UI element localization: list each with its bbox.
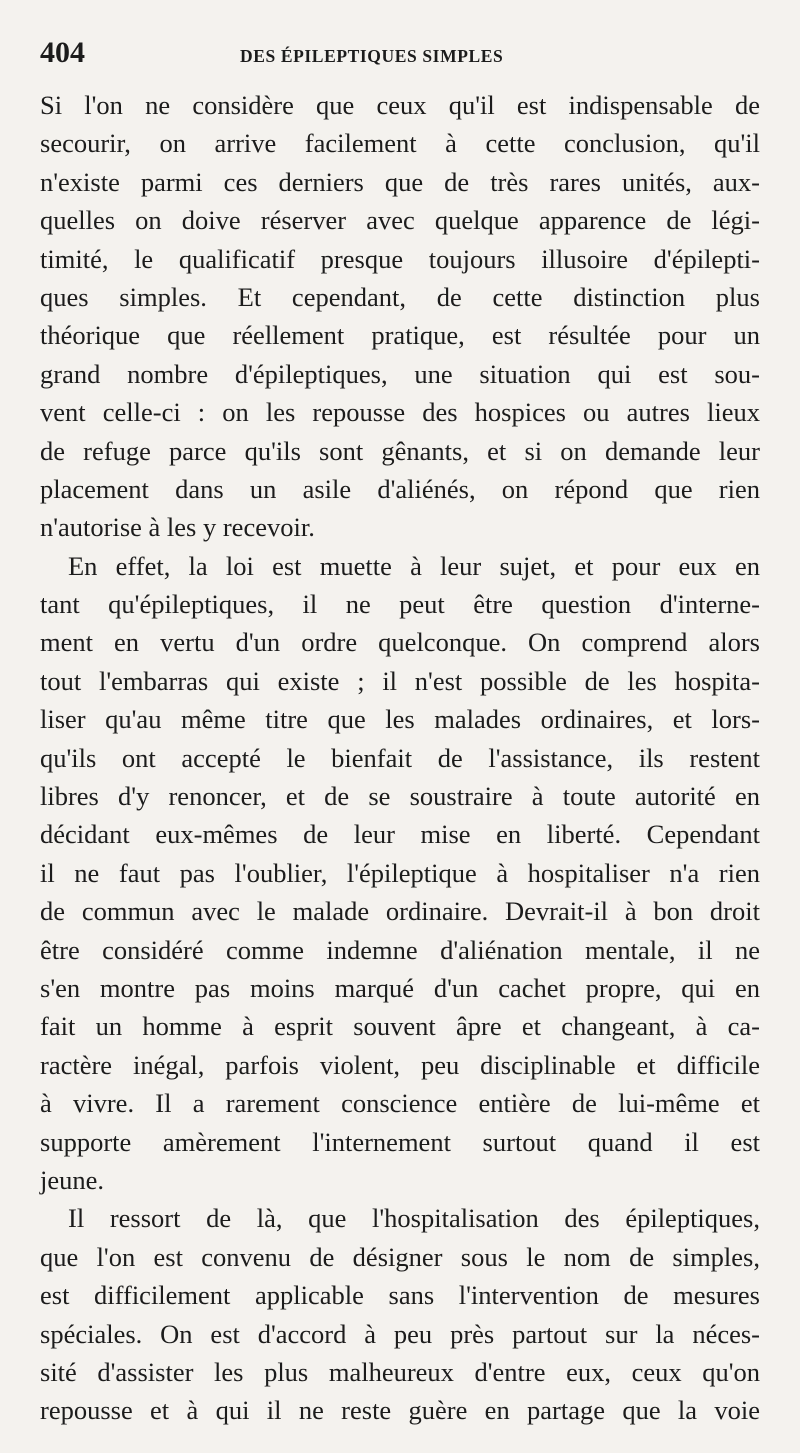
text-line: que l'on est convenu de désigner sous le nom de simples, [40, 1241, 760, 1272]
text-line: n'existe parmi ces derniers que de très rares unités, aux- [40, 166, 760, 197]
text-line: être considéré comme indemne d'aliénation mentale, il ne [40, 934, 760, 965]
text-line: placement dans un asile d'aliénés, on répond que rien [40, 473, 760, 504]
text-line: théorique que réellement pratique, est résultée pour un [40, 320, 760, 351]
text-line: il ne faut pas l'oublier, l'épileptique à hospitaliser n'a rien [40, 857, 760, 888]
text-line: En effet, la loi est muette à leur sujet, et pour eux en [68, 550, 760, 581]
text-line: sité d'assister les plus malheureux d'entre eux, ceux qu'on [40, 1356, 760, 1387]
text-line: Il ressort de là, que l'hospitalisation des épileptiques, [68, 1203, 760, 1234]
text-line: décidant eux-mêmes de leur mise en liberté. Cependant [40, 819, 760, 850]
paragraph [40, 86, 760, 547]
text-line: supporte amèrement l'internement surtout quand il est [40, 1126, 760, 1157]
text-line: grand nombre d'épileptiques, une situation qui est sou- [40, 358, 760, 389]
text-line: est difficilement applicable sans l'intervention de mesures [40, 1280, 760, 1311]
text-line: qu'ils ont accepté le bienfait de l'assistance, ils restent [40, 742, 760, 773]
text-line: fait un homme à esprit souvent âpre et changeant, à ca- [40, 1011, 760, 1042]
text-line: spéciales. On est d'accord à peu près partout sur la néces- [40, 1318, 760, 1349]
paragraph [40, 1199, 760, 1429]
text-line: tant qu'épileptiques, il ne peut être question d'interne- [40, 589, 760, 620]
text-line: ques simples. Et cependant, de cette distinction plus [40, 281, 760, 312]
text-line: quelles on doive réserver avec quelque apparence de légi- [40, 205, 760, 236]
text-line: à vivre. Il a rarement conscience entière de lui-même et [40, 1088, 760, 1119]
text-line: timité, le qualificatif presque toujours illusoire d'épilepti- [40, 243, 760, 274]
running-title: DES ÉPILEPTIQUES SIMPLES [240, 46, 504, 66]
text-line: s'en montre pas moins marqué d'un cachet propre, qui en [40, 972, 760, 1003]
text-line: vent celle-ci : on les repousse des hospices ou autres lieux [40, 397, 760, 428]
text-line: ractère inégal, parfois violent, peu disciplinable et difficile [40, 1049, 760, 1080]
text-line: tout l'embarras qui existe ; il n'est possible de les hospita- [40, 665, 760, 696]
text-line: de commun avec le malade ordinaire. Devrait-il à bon droit [40, 896, 760, 927]
text-line: n'autorise à les y recevoir. [40, 512, 315, 543]
text-line: de refuge parce qu'ils sont gênants, et si on demande leur [40, 435, 760, 466]
text-line: secourir, on arrive facilement à cette conclusion, qu'il [40, 128, 760, 159]
text-line: jeune. [40, 1164, 105, 1195]
body-text [40, 86, 760, 1430]
text-line: libres d'y renoncer, et de se soustraire à toute autorité en [40, 781, 760, 812]
text-line: liser qu'au même titre que les malades ordinaires, et lors- [40, 704, 760, 735]
text-line: ment en vertu d'un ordre quelconque. On comprend alors [40, 627, 760, 658]
page-header [40, 36, 760, 76]
text-line: repousse et à qui il ne reste guère en partage que la voie [40, 1395, 760, 1426]
paragraph [40, 547, 760, 1200]
page-number: 404 [40, 36, 85, 69]
text-line: Si l'on ne considère que ceux qu'il est indispensable de [40, 90, 760, 120]
